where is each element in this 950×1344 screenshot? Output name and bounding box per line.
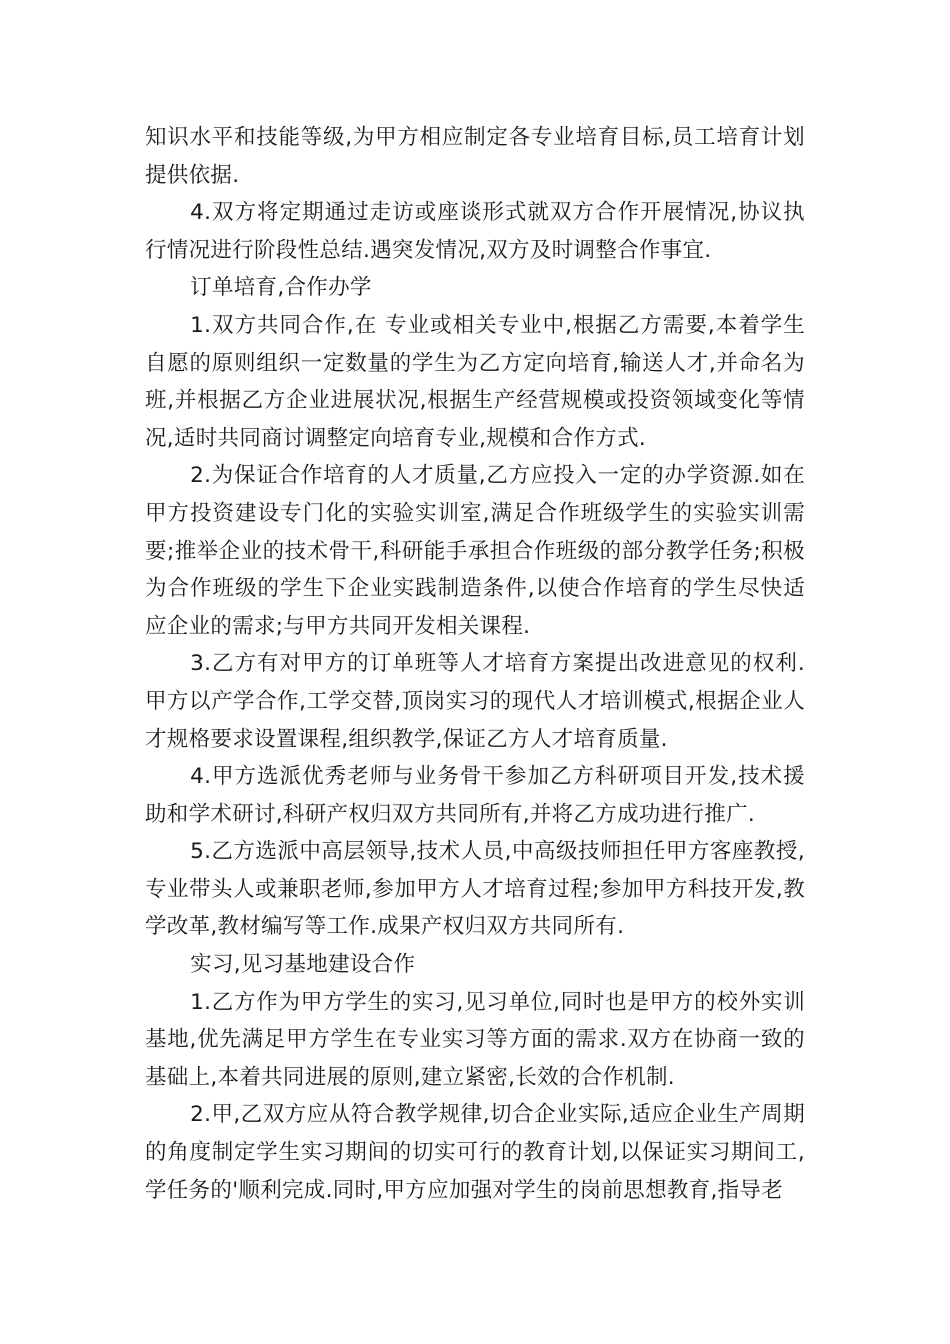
- paragraph-item-3-rights: 3.乙方有对甲方的订单班等人才培育方案提出改进意见的权利.甲方以产学合作,工学交替,顶岗实习的现代人才培训模式,根据企业人才规格要求设置课程,组织教学,保证乙方人才培育质量.: [145, 651, 805, 752]
- paragraph-item-2-resources: 2.为保证合作培育的人才质量,乙方应投入一定的办学资源.如在甲方投资建设专门化的实验实训室,满足合作班级学生的实验实训需要;推举企业的技术骨干,科研能手承担合作班级的部分教学任务;积极为合作班级的学生下企业实践制造条件,以使合作培育的学生尽快适应企业的需求;与甲方共同开发相关课程.: [145, 463, 805, 639]
- paragraph-item-4-research: 4.甲方选派优秀老师与业务骨干参加乙方科研项目开发,技术援助和学术研讨,科研产权归双方共同所有,并将乙方成功进行推广.: [145, 764, 805, 827]
- paragraph-continuation: 知识水平和技能等级,为甲方相应制定各专业培育目标,员工培育计划提供依据.: [145, 125, 805, 188]
- section-heading-internship-base: 实习,见习基地建设合作: [190, 952, 416, 978]
- paragraph-item-5-leaders: 5.乙方选派中高层领导,技术人员,中高级技师担任甲方客座教授,专业带头人或兼职老师,参加甲方人才培育过程;参加甲方科技开发,教学改革,教材编写等工作.成果产权归双方共同所有.: [145, 839, 805, 940]
- section-heading-order-training: 订单培育,合作办学: [190, 275, 372, 301]
- paragraph-item-1-internship-unit: 1.乙方作为甲方学生的实习,见习单位,同时也是甲方的校外实训基地,优先满足甲方学生在专业实习等方面的需求.双方在协商一致的基础上,本着共同进展的原则,建立紧密,长效的合作机制.: [145, 989, 805, 1090]
- document-body: [145, 119, 805, 1209]
- paragraph-item-2-teaching-plan: 2.甲,乙双方应从符合教学规律,切合企业实际,适应企业生产周期的角度制定学生实习期间的切实可行的教育计划,以保证实习期间工,学任务的'顺利完成.同时,甲方应加强对学生的岗前思想教育,指导老: [145, 1102, 805, 1203]
- paragraph-item-1-cooperation: 1.双方共同合作,在 专业或相关专业中,根据乙方需要,本着学生自愿的原则组织一定数量的学生为乙方定向培育,输送人才,并命名为班,并根据乙方企业进展状况,根据生产经营规模或投资领域变化等情况,适时共同商讨调整定向培育专业,规模和合作方式.: [145, 312, 805, 451]
- paragraph-item-4-review: 4.双方将定期通过走访或座谈形式就双方合作开展情况,协议执行情况进行阶段性总结.遇突发情况,双方及时调整合作事宜.: [145, 200, 805, 263]
